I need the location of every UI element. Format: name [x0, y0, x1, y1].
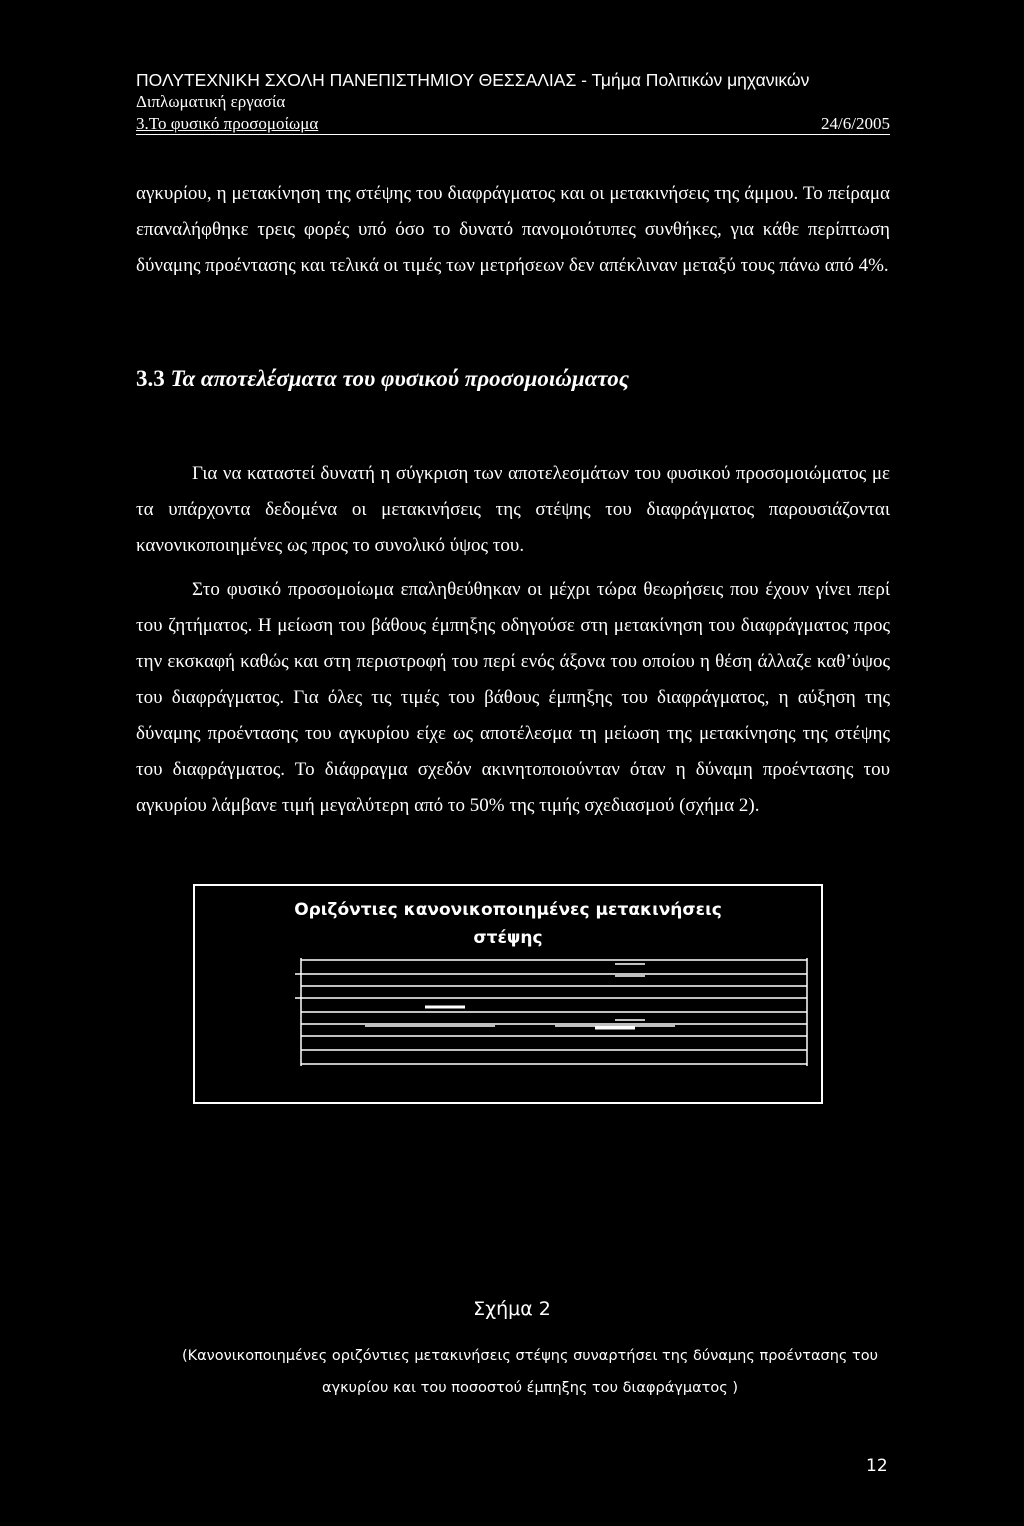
header-doc-type: Διπλωματική εργασία	[136, 92, 286, 111]
figure-caption	[174, 1340, 886, 1404]
header-section: 3.Το φυσικό προσομοίωμα	[136, 114, 319, 133]
paragraph-1: αγκυρίου, η μετακίνηση της στέψης του διαφράγματος και οι μετακινήσεις της άμμου. Το πείραμα επαναλήφθηκε τρεις φορές υπό όσο το δυνατό πανομοιότυπες συνθήκες, για κάθε περίπτωση δύναμης προέντασης και τελικά οι τιμές των μετρήσεων δεν απέκλιναν μεταξύ τους πάνω από 4%.	[136, 183, 890, 276]
header-section-line	[136, 114, 890, 135]
figure-gridlines	[195, 886, 825, 1106]
header-date: 24/6/2005	[821, 114, 890, 133]
section-number: 3.3	[136, 366, 165, 391]
paragraph-2: Για να καταστεί δυνατή η σύγκριση των αποτελεσμάτων του φυσικού προσομοιώματος με τα υπάρχοντα δεδομένα οι μετακινήσεις της στέψης του διαφράγματος παρουσιάζονται κανονικοποιημένες ως προς το συνολικό ύψος του.	[136, 463, 890, 556]
paragraph-3: Στο φυσικό προσομοίωμα επαληθεύθηκαν οι μέχρι τώρα θεωρήσεις που έχουν γίνει περί του ζητήματος. Η μείωση του βάθους έμπηξης οδηγούσε στη μετακίνηση του διαφράγματος προς την εκσκαφή καθώς και στη περιστροφή του περί ενός άξονα του οποίου η θέση άλλαζε καθ’ύψος του διαφράγματος. Για όλες τις τιμές του βάθους έμπηξης του διαφράγματος, η αύξηση της δύναμης προέντασης του αγκυρίου είχε ως αποτέλεσμα τη μείωση της μετακίνησης της στέψης του διαφράγματος. Το διάφραγμα σχεδόν ακινητοποιούνταν όταν η δύναμη προέντασης του αγκυρίου λάμβανε τιμή μεγαλύτερη από το 50% της τιμής σχεδιασμού (σχήμα 2).	[136, 579, 890, 816]
section-heading	[136, 366, 629, 392]
figure-chart	[193, 884, 823, 1104]
page-number: 12	[866, 1456, 888, 1476]
section-title: Τα αποτελέσματα του φυσικού προσομοιώματος	[170, 366, 630, 391]
header-institution: ΠΟΛΥΤΕΧΝΙΚΗ ΣΧΟΛΗ ΠΑΝΕΠΙΣΤΗΜΙΟΥ ΘΕΣΣΑΛΙΑΣ - Τμήμα Πολιτικών μηχανικών	[136, 70, 810, 90]
figure-label: Σχήμα 2	[473, 1298, 551, 1320]
figure-caption-line-2: αγκυρίου και του ποσοστού έμπηξης του διαφράγματος )	[321, 1380, 739, 1396]
figure-title-line-2: στέψης	[473, 928, 543, 948]
figure-caption-line-1: (Κανονικοποιημένες οριζόντιες μετακινήσεις στέψης συναρτήσει της δύναμης προέντασης του	[181, 1348, 879, 1364]
figure-title-line-1: Οριζόντιες κανονικοποιημένες μετακινήσεις	[294, 900, 722, 920]
